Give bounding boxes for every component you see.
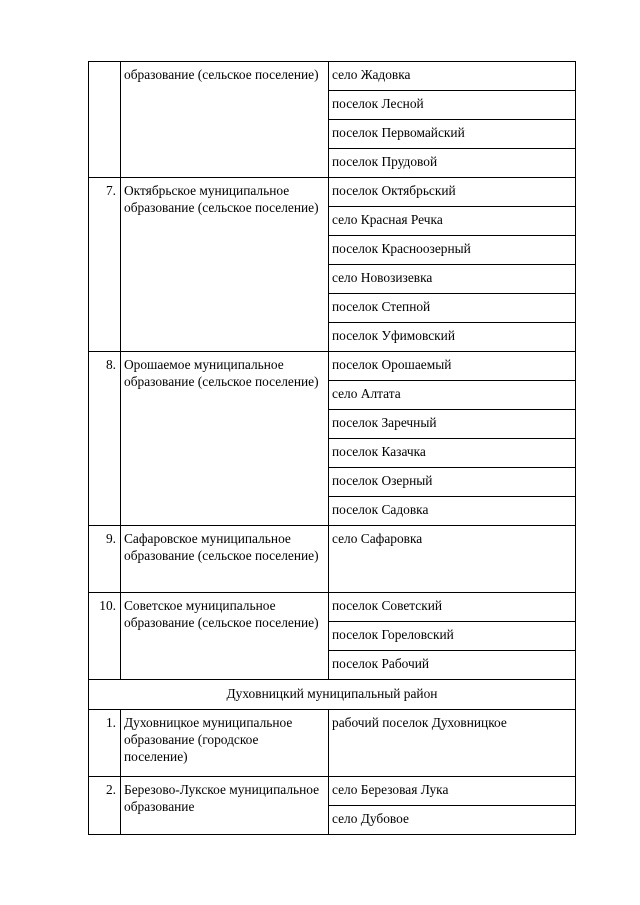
settlement-name: село Березовая Лука [329,777,576,806]
row-number: 1. [89,710,121,777]
settlement-name: поселок Прудовой [329,149,576,178]
settlements-table [88,61,576,835]
settlement-name: поселок Гореловский [329,622,576,651]
municipality-name: Орошаемое муниципальное образование (сельское поселение) [121,352,329,526]
settlement-name: поселок Лесной [329,91,576,120]
settlement-name: село Красная Речка [329,207,576,236]
settlement-name: село Сафаровка [329,526,576,593]
municipality-name: Сафаровское муниципальное образование (сельское поселение) [121,526,329,593]
table-row [89,526,576,593]
settlement-name: поселок Заречный [329,410,576,439]
settlement-name: рабочий поселок Духовницкое [329,710,576,777]
settlement-name: поселок Уфимовский [329,323,576,352]
settlement-name: поселок Октябрьский [329,178,576,207]
row-number: 7. [89,178,121,352]
settlement-name: поселок Озерный [329,468,576,497]
table-row [89,593,576,622]
table-body [89,62,576,835]
district-title: Духовницкий муниципальный район [89,680,576,710]
settlement-name: село Новозизевка [329,265,576,294]
settlement-name: поселок Садовка [329,497,576,526]
row-number [89,62,121,178]
settlement-name: поселок Красноозерный [329,236,576,265]
table-row [89,710,576,777]
settlement-name: поселок Орошаемый [329,352,576,381]
settlement-name: поселок Советский [329,593,576,622]
settlement-name: поселок Степной [329,294,576,323]
table-row [89,352,576,381]
municipality-name: Советское муниципальное образование (сельское поселение) [121,593,329,680]
settlement-name: поселок Казачка [329,439,576,468]
row-number: 10. [89,593,121,680]
municipality-name: образование (сельское поселение) [121,62,329,178]
row-number: 8. [89,352,121,526]
district-section-row [89,680,576,710]
table-row [89,777,576,806]
municipality-name: Березово-Лукское муниципальное образование [121,777,329,835]
settlement-name: поселок Рабочий [329,651,576,680]
row-number: 2. [89,777,121,835]
settlement-name: село Алтата [329,381,576,410]
settlement-name: поселок Первомайский [329,120,576,149]
table-row [89,178,576,207]
settlement-name: село Дубовое [329,806,576,835]
table-row [89,62,576,91]
municipality-name: Духовницкое муниципальное образование (городское поселение) [121,710,329,777]
municipality-name: Октябрьское муниципальное образование (сельское поселение) [121,178,329,352]
settlement-name: село Жадовка [329,62,576,91]
row-number: 9. [89,526,121,593]
